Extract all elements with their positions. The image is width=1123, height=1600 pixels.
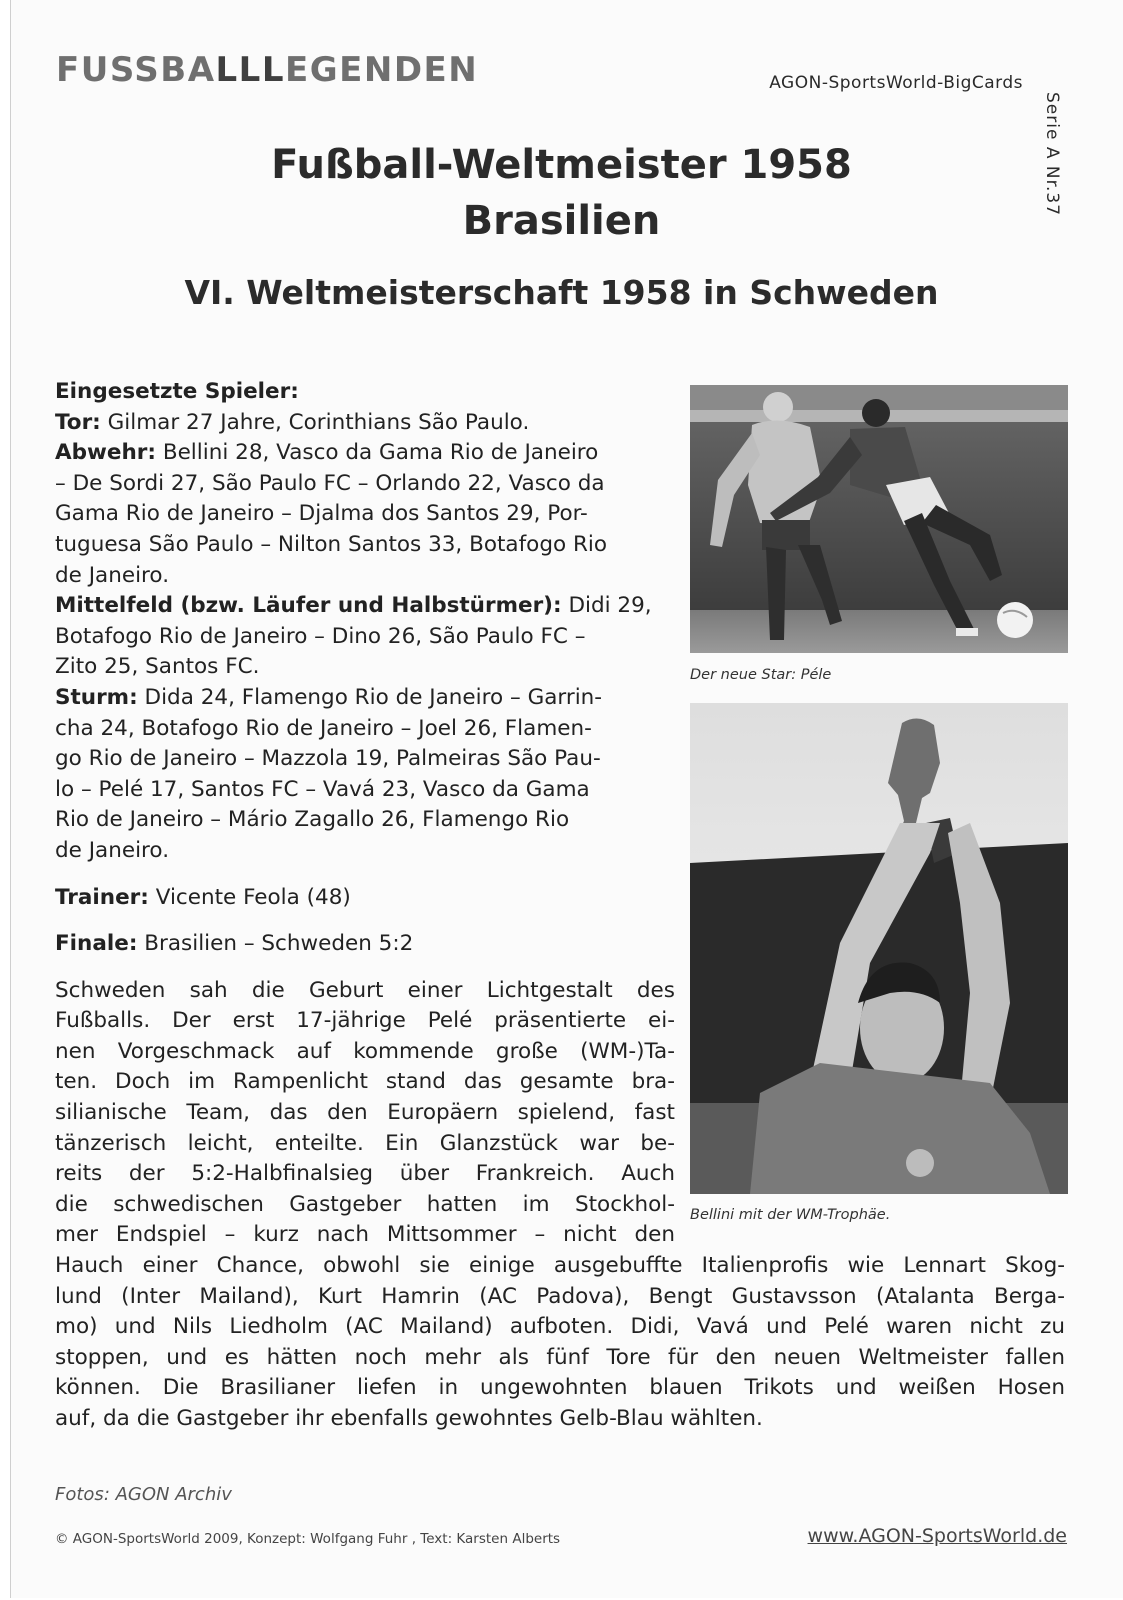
story-line: stoppen, und es hätten noch mehr als fünf Tore für den neuen Weltmeister fallen [55,1344,1065,1370]
photo-credit: Fotos: AGON Archiv [55,1484,232,1505]
story-line: die schwedischen Gastgeber hatten im Stockhol- [55,1191,675,1217]
story-line: Schweden sah die Geburt einer Lichtgestalt des [55,977,675,1003]
story-line: Fußballs. Der erst 17-jährige Pelé präsentierte ei- [55,1008,675,1034]
story-line: mer Endspiel – kurz nach Mittsommer – nicht den [55,1222,675,1248]
goalkeeper-line: Tor: Gilmar 27 Jahre, Corinthians São Paulo. [55,409,530,435]
defense-line: Abwehr: Bellini 28, Vasco da Gama Rio de Janeiro [55,440,599,466]
story-line: lund (Inter Mailand), Kurt Hamrin (AC Padova), Bengt Gustavsson (Atalanta Berga- [55,1283,1065,1309]
publisher-label: AGON-SportsWorld-BigCards [769,73,1023,93]
photo-bellini-caption: Bellini mit der WM-Trophäe. [690,1207,891,1223]
defense-line: de Janeiro. [55,562,170,588]
midfield-line: Botafogo Rio de Janeiro – Dino 26, São Paulo FC – [55,623,586,649]
story-line: auf, da die Gastgeber ihr ebenfalls gewohntes Gelb-Blau wählten. [55,1406,763,1431]
story-line: Hauch einer Chance, obwohl sie einige ausgebuffte Italienprofis wie Lennart Skog- [55,1253,1065,1279]
defense-line: – De Sordi 27, São Paulo FC – Orlando 22, Vasco da [55,470,605,496]
photo-pele-caption: Der neue Star: Péle [690,667,832,683]
story-line: ten. Doch im Rampenlicht stand das gesamte bra- [55,1069,675,1095]
story-line: silianische Team, das den Europäern spielend, fast [55,1100,675,1126]
story-line: tänzerisch leicht, enteilte. Ein Glanzstück war be- [55,1130,675,1156]
photo-pele-action [690,385,1068,653]
defense-line: tuguesa São Paulo – Nilton Santos 33, Botafogo Rio [55,531,608,557]
photo-bellini-trophy [690,703,1068,1194]
story-line: können. Die Brasilianer liefen in ungewohnten blauen Trikots und weißen Hosen [55,1375,1065,1401]
story-line: mo) und Nils Liedholm (AC Mailand) aufboten. Didi, Vavá und Pelé waren nicht zu [55,1314,1065,1340]
attack-line: go Rio de Janeiro – Mazzola 19, Palmeiras São Pau- [55,746,601,772]
defense-line: Gama Rio de Janeiro – Djalma dos Santos 29, Por- [55,501,588,527]
players-heading: Eingesetzte Spieler: [55,379,299,404]
midfield-line: Zito 25, Santos FC. [55,654,260,680]
trainer-line: Trainer: Vicente Feola (48) [55,884,351,910]
attack-line: Sturm: Dida 24, Flamengo Rio de Janeiro – Garrin- [55,684,603,710]
story-line: nen Vorgeschmack auf kommende große (WM-)Ta- [55,1038,675,1064]
attack-line: lo – Pelé 17, Santos FC – Vavá 23, Vasco da Gama [55,776,590,802]
series-number: Serie A Nr.37 [1042,92,1062,217]
attack-line: Rio de Janeiro – Mário Zagallo 26, Flamengo Rio [55,807,570,833]
page-title-country: Brasilien [462,198,661,244]
story-line: reits der 5:2-Halbfinalsieg über Frankreich. Auch [55,1161,675,1187]
midfield-line: Mittelfeld (bzw. Läufer und Halbstürmer): Didi 29, [55,593,652,619]
website-link[interactable]: www.AGON-SportsWorld.de [807,1525,1067,1547]
attack-line: cha 24, Botafogo Rio de Janeiro – Joel 26, Flamen- [55,715,592,741]
page-title: Fußball-Weltmeister 1958 [271,142,852,188]
final-line: Finale: Brasilien – Schweden 5:2 [55,931,414,957]
copyright-notice: © AGON-SportsWorld 2009, Konzept: Wolfgang Fuhr , Text: Karsten Alberts [55,1531,561,1547]
attack-line: de Janeiro. [55,837,170,863]
page-subtitle: VI. Weltmeisterschaft 1958 in Schweden [184,273,939,312]
brand-logo: FUSSBALLLEGENDEN [56,50,479,90]
